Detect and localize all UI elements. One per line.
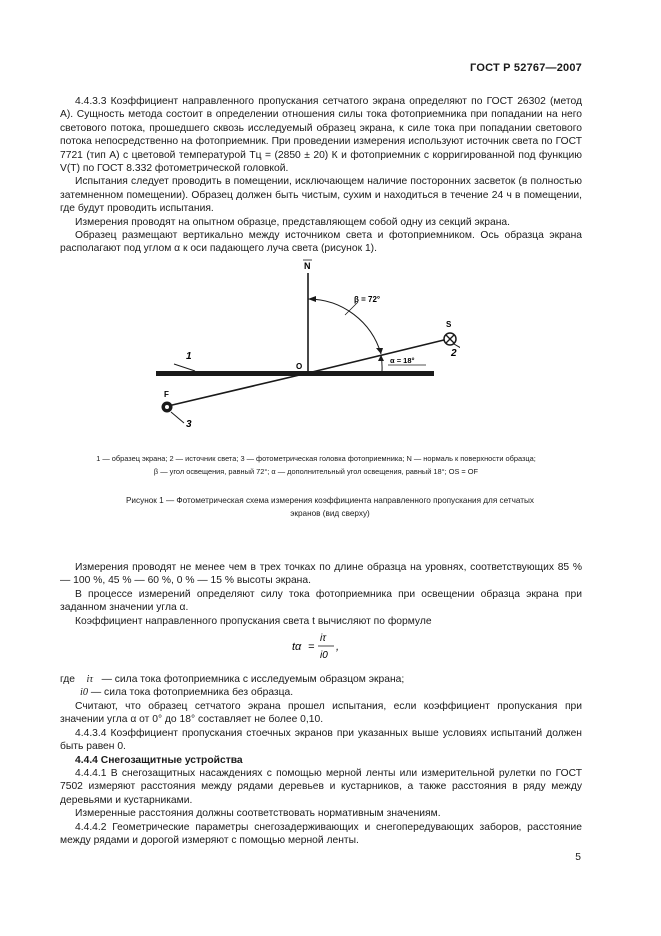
- legend-line: 1 — образец экрана; 2 — источник света; 3 — фотометрическая головка фотоприемника; N — нормаль к поверхности образца;: [96, 454, 536, 463]
- label-O: O: [296, 362, 303, 371]
- where-symbol: iτ: [86, 674, 94, 685]
- beta-arc: [308, 299, 381, 354]
- callout-1-leader: [174, 364, 195, 371]
- where-line-1: [60, 673, 404, 686]
- ray-to-source: [308, 339, 448, 373]
- section-text-2: [60, 561, 582, 628]
- section-text-3: [60, 700, 582, 847]
- paragraph: 4.4.4.1 В снегозащитных насаждениях с помощью мерной ленты или измерительной рулетки по ГОСТ 7502 измеряют расстояния между рядами деревьев и кустарников, а также расстояния в ряду между деревьями и кустарниками.: [60, 768, 582, 806]
- label-F: F: [164, 390, 169, 399]
- ray-to-photometer: [168, 373, 308, 406]
- where-line-2: [80, 686, 293, 699]
- paragraph: Измеренные расстояния должны соответствовать нормативным значениям.: [75, 808, 441, 820]
- paragraph: Образец размещают вертикально между источником света и фотоприемником. Ось образца экрана располагают под углом α к оси падающего луча света (рисунок 1).: [60, 230, 582, 255]
- paragraph: Измерения проводят не менее чем в трех точках по длине образца на уровнях, соответствующих 85 % — 100 %, 45 % — 60 %, 0 % — 15 % высоты экрана.: [60, 562, 582, 587]
- label-alpha: α = 18°: [390, 356, 415, 365]
- formula-numerator: iτ: [320, 633, 326, 644]
- formula-lhs: tα: [292, 641, 302, 653]
- where-text: — сила тока фотоприемника без образца.: [90, 687, 294, 698]
- paragraph: В процессе измерений определяют силу тока фотоприемника при освещении образца экрана при заданном значении угла α.: [60, 588, 582, 614]
- paragraph: 4.4.3.4 Коэффициент пропускания стоечных экранов при указанных выше условиях испытаний должен быть равен 0.: [60, 727, 582, 753]
- callout-3-leader: [171, 412, 184, 423]
- photometric-diagram: [140, 255, 460, 435]
- figure-legend: [46, 452, 586, 478]
- beta-arrow-end: [376, 348, 383, 354]
- section-text-1: [60, 95, 582, 256]
- formula-tail: ,: [336, 641, 340, 653]
- beta-arrow: [308, 296, 316, 302]
- formula-denominator: i0: [320, 650, 328, 661]
- label-2: 2: [451, 348, 457, 359]
- paragraph: Считают, что образец сетчатого экрана прошел испытания, если коэффициент пропускания при значении угла α от 0° до 18° составляет не более 0,10.: [60, 701, 582, 726]
- paragraph: 4.4.3.3 Коэффициент направленного пропускания сетчатого экрана определяют по ГОСТ 26302 (метод А). Сущность метода состоит в определении отношения силы тока фотоприемника при попадании на него светового потока, прошедшего сквозь исследуемый образец экрана, к силе тока при попадании светового потока непосредственно на фотоприемник. При проведении измерения используют источник света по ГОСТ 7721 (тип А) с цветовой температурой Tц = (2850 ± 20) К и фотоприемник с корригированной под функцию V(T) по ГОСТ 8.332 фотометрической головкой.: [60, 96, 582, 175]
- section-heading: 4.4.4 Снегозащитные устройства: [75, 754, 243, 766]
- figure-title-line: Рисунок 1 — Фотометрическая схема измерения коэффициента направленного пропускания для сетчатых: [125, 496, 535, 505]
- label-S: S: [446, 320, 452, 329]
- figure-title-line: экранов (вид сверху): [290, 509, 370, 518]
- label-beta: β = 72°: [354, 295, 381, 304]
- page-number: 5: [575, 852, 581, 863]
- formula: [290, 626, 370, 666]
- label-1: 1: [186, 351, 192, 362]
- paragraph: Измерения проводят на опытном образце, представляющем собой одну из секций экрана.: [75, 216, 511, 228]
- paragraph: 4.4.4.2 Геометрические параметры снегозадерживающих и снегопередувающих заборов, расстояние между рядами и дорогой измеряют с помощью мерной ленты.: [60, 821, 582, 847]
- label-3: 3: [186, 419, 192, 430]
- where-lead: где: [60, 674, 76, 685]
- formula-eq: =: [308, 641, 315, 653]
- label-N: N: [304, 261, 311, 271]
- page-header: ГОСТ Р 52767—2007: [470, 62, 582, 74]
- where-symbol: i0: [80, 687, 89, 698]
- paragraph: Коэффициент направленного пропускания света t вычисляют по формуле: [75, 615, 432, 627]
- paragraph: Испытания следует проводить в помещении, исключающем наличие посторонних засветок (в полностью затемненном помещении). Образец должен быть чистым, сухим и находиться в течение 24 ч в помещении, где будут проводить испытания.: [60, 176, 582, 215]
- where-text: — сила тока фотоприемника с исследуемым образцом экрана;: [101, 674, 405, 685]
- legend-line: β — угол освещения, равный 72°; α — дополнительный угол освещения, равный 18°; OS = OF: [153, 467, 479, 476]
- figure-title: [60, 494, 600, 520]
